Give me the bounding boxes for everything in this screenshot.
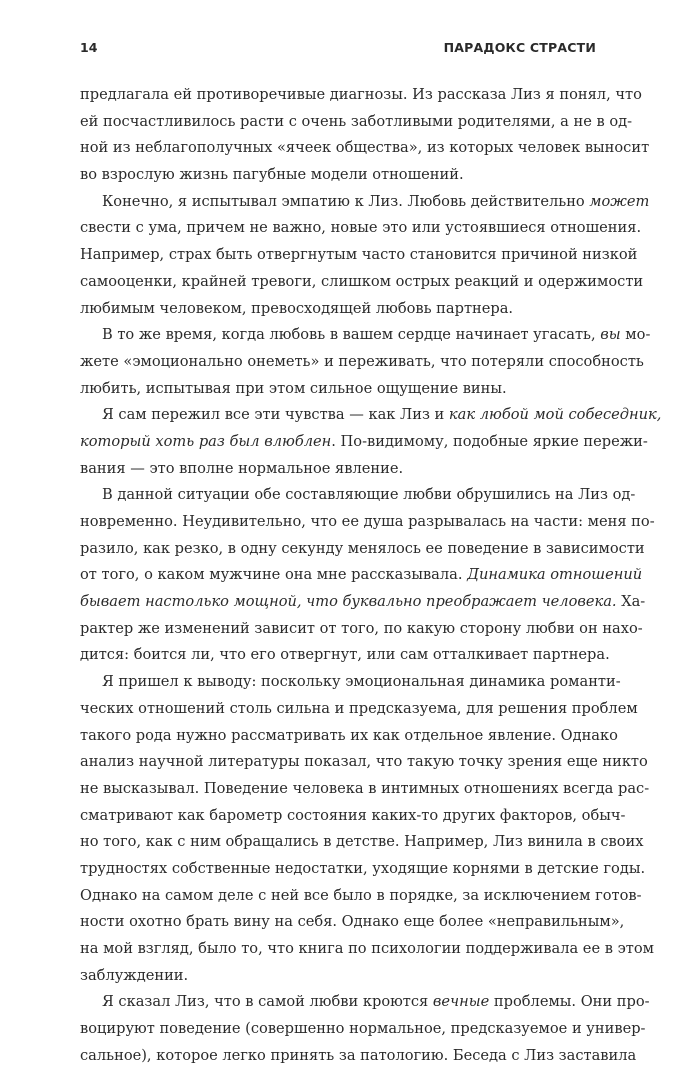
text-line: любимым человеком, превосходящей любовь партнера. xyxy=(80,299,514,317)
text-line: свести с ума, причем не важно, новые это или устоявшиеся отношения. xyxy=(80,219,642,237)
text-line: жете «эмоционально онеметь» и переживать, что потеряли способность xyxy=(80,352,644,370)
text-line: от того, о каком мужчине она мне рассказывала. Динамика отношений xyxy=(80,566,643,584)
text-line: вания — это вполне нормальное явление. xyxy=(80,459,404,477)
text-line: трудностях собственные недостатки, уходящие корнями в детские годы. xyxy=(80,859,646,877)
text-line: сальное), которое легко принять за патологию. Беседа с Лиз заставила xyxy=(80,1046,637,1064)
text-line: воцируют поведение (совершенно нормальное, предсказуемое и универ- xyxy=(80,1020,646,1038)
text-line: Я пришел к выводу: поскольку эмоциональная динамика романти- xyxy=(102,673,621,691)
text-line: предлагала ей противоречивые диагнозы. Из рассказа Лиз я понял, что xyxy=(80,86,642,103)
text-line: ческих отношений столь сильна и предсказуема, для решения проблем xyxy=(80,699,638,717)
body-text xyxy=(80,82,662,1069)
text-line: любить, испытывая при этом сильное ощущение вины. xyxy=(80,379,507,397)
text-line: ной из неблагополучных «ячеек общества», из которых человек выносит xyxy=(80,139,650,157)
text-line: бывает настолько мощной, что буквально преображает человека. Ха- xyxy=(80,593,646,611)
emphasis: вечные xyxy=(432,993,490,1011)
text-line: дится: боится ли, что его отвергнут, или сам отталкивает партнера. xyxy=(80,646,610,664)
running-title: ПАРАДОКС СТРАСТИ xyxy=(443,40,596,55)
text-line: заблуждении. xyxy=(80,966,189,984)
text-line: который хоть раз был влюблен. По-видимому, подобные яркие пережи- xyxy=(80,432,648,450)
page-number: 14 xyxy=(80,40,98,55)
text-line: Однако на самом деле с ней все было в порядке, за исключением готов- xyxy=(80,886,642,904)
text-line: Например, страх быть отвергнутым часто становится причиной низкой xyxy=(80,246,638,264)
text-line: Я сам пережил все эти чувства — как Лиз и как любой мой собеседник, xyxy=(102,406,662,424)
text-line: такого рода нужно рассматривать их как отдельное явление. Однако xyxy=(80,726,618,744)
text-line: Я сказал Лиз, что в самой любви кроются вечные проблемы. Они про- xyxy=(102,993,650,1011)
emphasis: бывает настолько мощной, что буквально преображает человека. xyxy=(80,593,617,611)
text-line: рактер же изменений зависит от того, по какую сторону любви он нахо- xyxy=(80,619,643,637)
emphasis: может xyxy=(589,192,650,210)
text-line: ей посчастливилось расти с очень заботливыми родителями, а не в од- xyxy=(80,112,633,130)
emphasis: вы xyxy=(600,326,621,344)
emphasis: как любой мой собеседник, xyxy=(448,406,662,424)
text-line: Конечно, я испытывал эмпатию к Лиз. Любовь действительно может xyxy=(102,192,650,210)
text-line: сматривают как барометр состояния каких-то других факторов, обыч- xyxy=(80,806,626,824)
text-line: самооценки, крайней тревоги, слишком острых реакций и одержимости xyxy=(80,272,644,290)
text-line: анализ научной литературы показал, что такую точку зрения еще никто xyxy=(80,753,648,771)
text-line: новременно. Неудивительно, что ее душа разрывалась на части: меня по- xyxy=(80,513,655,530)
text-line: не высказывал. Поведение человека в интимных отношениях всегда рас- xyxy=(80,779,650,797)
emphasis: Динамика отношений xyxy=(467,566,643,584)
emphasis: который хоть раз был влюблен xyxy=(80,432,332,450)
text-line: на мой взгляд, было то, что книга по психологии поддерживала ее в этом xyxy=(80,940,654,957)
text-line: В то же время, когда любовь в вашем сердце начинает угасать, вы мо- xyxy=(102,326,651,344)
text-line: во взрослую жизнь пагубные модели отношений. xyxy=(80,166,464,184)
text-line: В данной ситуации обе составляющие любви обрушились на Лиз од- xyxy=(102,486,636,504)
text-line: но того, как с ним обращались в детстве. Например, Лиз винила в своих xyxy=(80,833,644,851)
page-header xyxy=(80,40,596,60)
text-line: ности охотно брать вину на себя. Однако еще более «неправильным», xyxy=(80,913,625,931)
text-line: разило, как резко, в одну секунду менялось ее поведение в зависимости xyxy=(80,539,645,557)
